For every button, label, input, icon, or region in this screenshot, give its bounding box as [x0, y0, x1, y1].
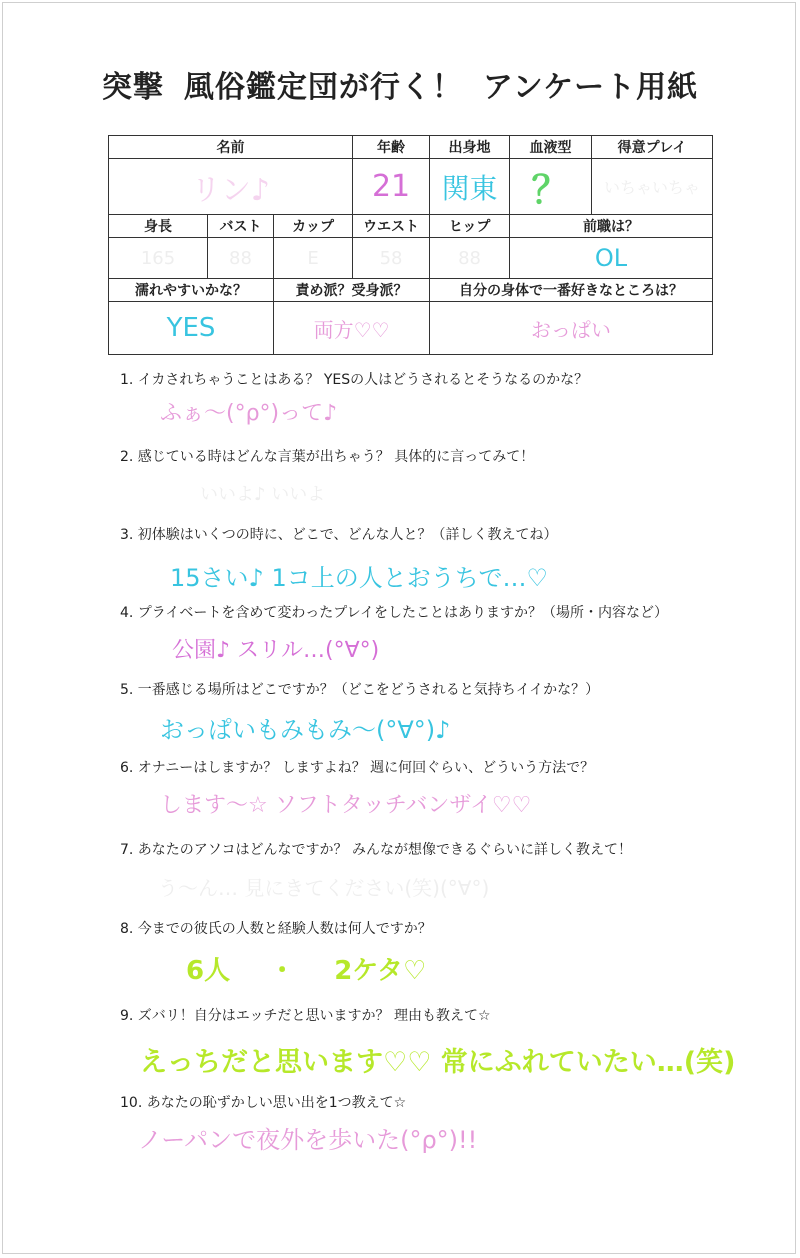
header-height: 身長 — [109, 215, 208, 238]
profile-table — [108, 135, 713, 355]
question-7: 7. あなたのアソコはどんなですか？ みんなが想像できるぐらいに詳しく教えて！ — [120, 842, 632, 858]
title-part-2: 風俗鑑定団が行く！ — [183, 70, 463, 105]
previous-job-value — [510, 238, 713, 279]
name-text: リン♪ — [190, 172, 271, 208]
age-value — [353, 159, 430, 215]
waist-value — [353, 238, 430, 279]
answer-3: 15さい♪ 1コ上の人とおうちで…♡ — [170, 564, 549, 592]
question-3: 3. 初体験はいくつの時に、どこで、どんな人と？（詳しく教えてね） — [120, 527, 558, 543]
cup-value — [274, 238, 353, 279]
blood-type-text: ？ — [531, 168, 570, 212]
title-part-3: アンケート用紙 — [482, 70, 699, 105]
style-value — [274, 302, 430, 355]
answer-6: します～☆ ソフトタッチバンザイ♡♡ — [160, 793, 532, 818]
question-2: 2. 感じている時はどんな言葉が出ちゃう？ 具体的に言ってみて！ — [120, 449, 535, 465]
hip-value — [430, 238, 510, 279]
favorite-part-text: おっぱい — [531, 317, 612, 342]
header-hip: ヒップ — [430, 215, 510, 238]
height-text: 165 — [140, 247, 176, 269]
question-8: 8. 今までの彼氏の人数と経験人数は何人ですか？ — [120, 921, 432, 937]
answer-5: おっぱいもみもみ～(°∀°)♪ — [160, 716, 451, 744]
header-blood-type: 血液型 — [510, 136, 592, 159]
cup-text: E — [307, 247, 319, 269]
favorite-play-value — [592, 159, 713, 215]
answer-2: いいよ♪ いいよ — [200, 484, 326, 505]
header-wet: 濡れやすいかな？ — [109, 279, 274, 302]
question-10: 10. あなたの恥ずかしい思い出を1つ教えて☆ — [120, 1095, 407, 1111]
question-5: 5. 一番感じる場所はどこですか？（どこをどうされると気持ちイイかな？） — [120, 682, 600, 698]
blood-type-value — [510, 159, 592, 215]
hip-text: 88 — [458, 247, 481, 269]
wet-text: YES — [166, 313, 216, 343]
question-9: 9. ズバリ！自分はエッチだと思いますか？ 理由も教えて☆ — [120, 1008, 491, 1024]
age-text: 21 — [371, 169, 411, 204]
header-favorite-part: 自分の身体で一番好きなところは？ — [430, 279, 713, 302]
birthplace-text: 関東 — [441, 171, 498, 205]
answer-1: ふぁ～(°ρ°)って♪ — [160, 401, 338, 426]
page-title — [0, 62, 800, 106]
answer-10: ノーパンで夜外を歩いた(°ρ°)!! — [138, 1126, 478, 1154]
bust-text: 88 — [229, 247, 252, 269]
header-name: 名前 — [109, 136, 353, 159]
header-style: 責め派？受身派？ — [274, 279, 430, 302]
style-text: 両方♡♡ — [313, 317, 390, 342]
answer-7: う～ん… 見にきてください(笑)(°∀°) — [158, 876, 490, 900]
answer-4: 公園♪ スリル…(°∀°) — [172, 638, 380, 663]
header-cup: カップ — [274, 215, 353, 238]
question-6: 6. オナニーはしますか？ しますよね？ 週に何回ぐらい、どういう方法で？ — [120, 760, 595, 776]
question-4: 4. プライベートを含めて変わったプレイをしたことはありますか？（場所・内容など） — [120, 605, 668, 621]
header-birthplace: 出身地 — [430, 136, 510, 159]
title-part-1: 突撃 — [101, 70, 164, 105]
wet-value — [109, 302, 274, 355]
header-age: 年齢 — [353, 136, 430, 159]
header-bust: バスト — [208, 215, 274, 238]
name-value — [109, 159, 353, 215]
birthplace-value — [430, 159, 510, 215]
previous-job-text: OL — [594, 244, 628, 272]
bust-value — [208, 238, 274, 279]
favorite-play-text: いちゃいちゃ — [604, 178, 701, 197]
favorite-part-value — [430, 302, 713, 355]
answer-8: 6人 ・ 2ケタ♡ — [186, 956, 427, 986]
answer-9: えっちだと思います♡♡ 常にふれていたい…(笑) — [140, 1047, 736, 1078]
header-previous-job: 前職は？ — [510, 215, 713, 238]
question-1: 1. イカされちゃうことはある？ YESの人はどうされるとそうなるのかな？ — [120, 372, 589, 388]
height-value — [109, 238, 208, 279]
waist-text: 58 — [379, 247, 403, 269]
header-waist: ウエスト — [353, 215, 430, 238]
header-favorite-play: 得意プレイ — [592, 136, 713, 159]
